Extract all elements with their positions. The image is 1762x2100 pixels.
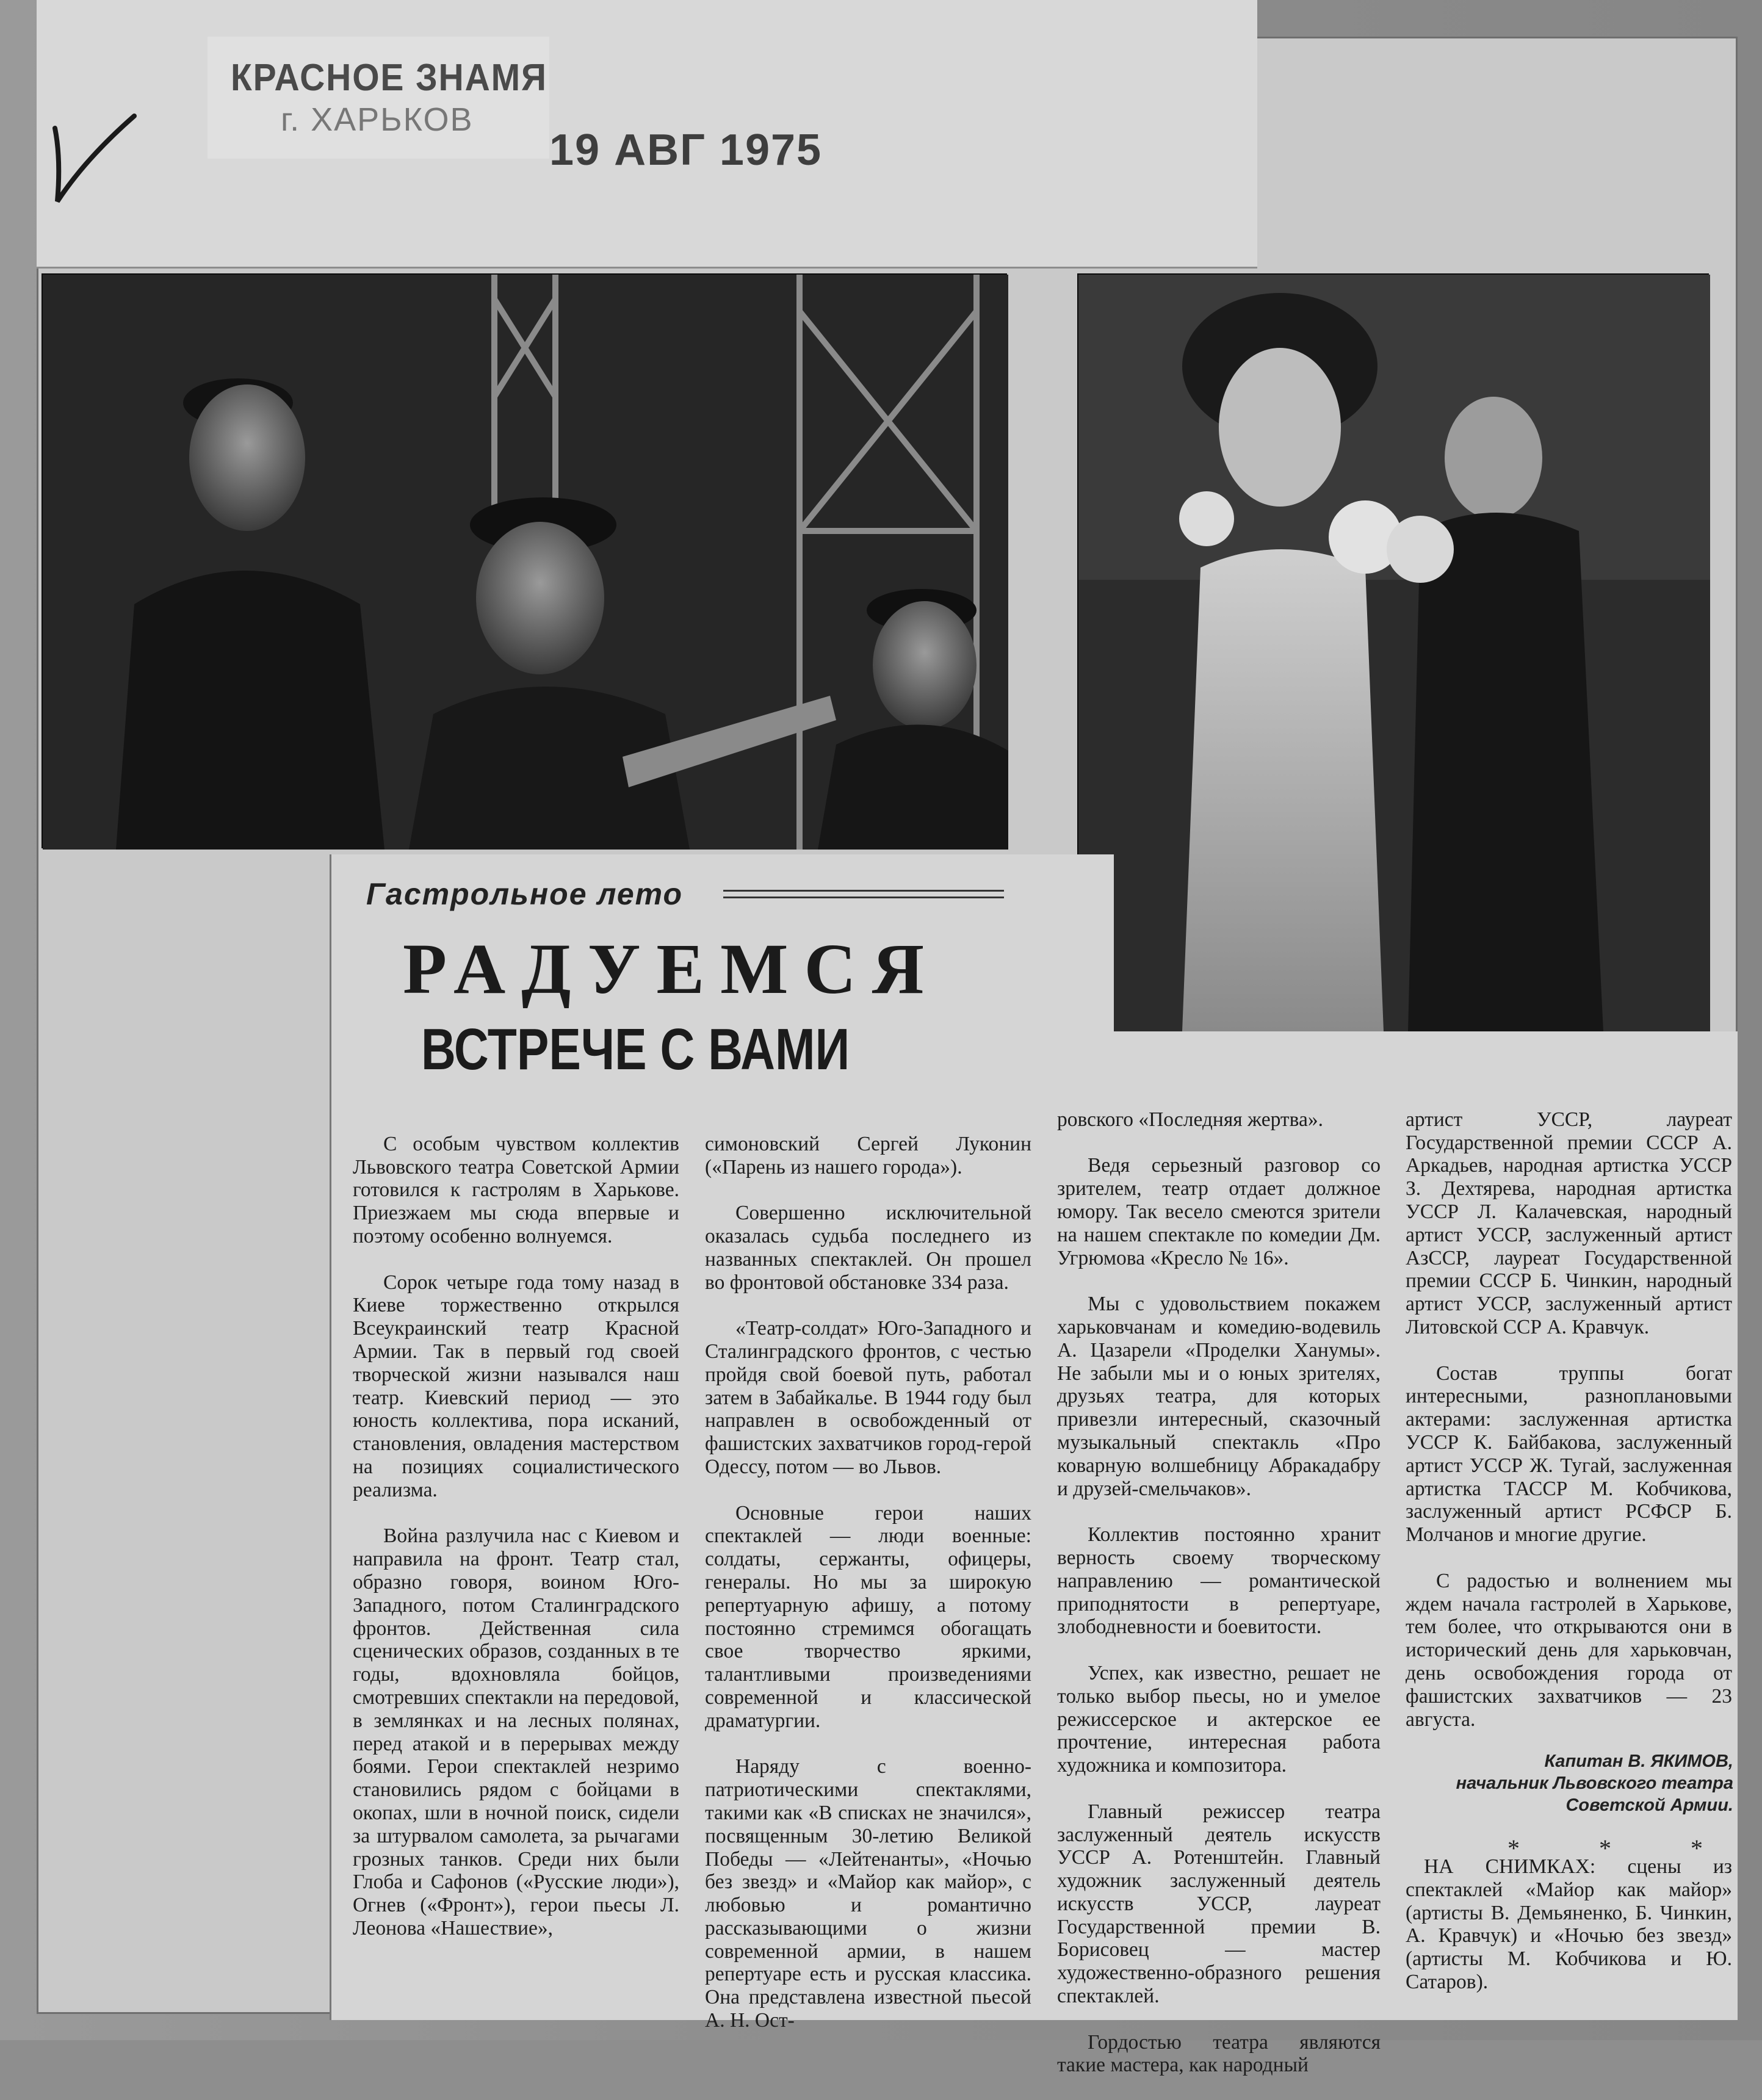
paragraph: артист УССР, лауреат Государственной премии СССР А. Аркадьев, народная артистка УССР З. Дехтярева, народная артистка УССР Л. Калачевская, народный артист УССР, заслуженный артист АзССР, лауреат Государственной премии СССР Б. Чинкин, народный артист УССР, заслуженный артист Литовской ССР А. Кравчук. bbox=[1406, 1108, 1732, 1338]
article-column-1 bbox=[353, 1110, 679, 1963]
paragraph: Успех, как известно, решает не только выбор пьесы, но и умелое режиссерское и актерское ее прочтение, интересная работа художника и композитора. bbox=[1057, 1661, 1381, 1777]
paragraph: С особым чувством коллектив Львовского театра Советской Армии готовился к гастролям в Харькове. Приезжаем мы сюда впервые и поэтому особенно волнуемся. bbox=[353, 1132, 679, 1247]
paragraph: Основные герои наших спектаклей — люди военные: солдаты, сержанты, офицеры, генералы. Но мы за широкую репертуарную афишу, а потому постоянно стремимся обогащать свое творчество яркими, талантливыми произведениями современной и классической драматургии. bbox=[705, 1501, 1031, 1732]
paragraph: Главный режиссер театра заслуженный деятель искусств УССР А. Ротенштейн. Главный художник заслуженный деятель искусств УССР, лауреат Государственной премии В. Борисовец — мастер художественно-образного решения спектаклей. bbox=[1057, 1800, 1381, 2008]
headline-line-2: ВСТРЕЧЕ С ВАМИ bbox=[421, 1017, 850, 1082]
photo-scene-major bbox=[42, 273, 1007, 848]
paragraph: Сорок четыре года тому назад в Киеве торжественно открылся Всеукраинский театр Красной Армии. Так в первый год своей творческой жизни назывался наш театр. Киевский период — это юность коллектива, пора исканий, становления, овладения мастерством на позициях социалистического реализма. bbox=[353, 1271, 679, 1501]
photo-caption: НА СНИМКАХ: сцены из спектаклей «Майор как майор» (артисты В. Демьяненко, Б. Чинкин, А. Кравчук) и «Ночью без звезд» (артисты М. Кобчикова и Ю. Сатаров). bbox=[1406, 1855, 1732, 1993]
check-mark-icon bbox=[49, 110, 140, 207]
paragraph: Коллектив постоянно хранит верность своему творческому направлению — романтической приподнятости в репертуаре, злободневности и боевитости. bbox=[1057, 1523, 1381, 1639]
article-column-4 bbox=[1406, 1085, 1732, 1754]
paragraph: Наряду с военно-патриотическими спектаклями, такими как «В списках не значился», посвященным 30-летию Великой Победы — «Лейтенанты», «Ночью без звезд» и «Майор как майор», с любовью и романтично рассказывающими о жизни современной армии, в нашем репертуаре есть и русская классика. Она представлена известной пьесой А. Н. Ост- bbox=[705, 1755, 1031, 2032]
separator-dots: * * * bbox=[1507, 1835, 1739, 1862]
paragraph: Мы с удовольствием покажем харьковчанам и комедию-водевиль А. Цазарели «Проделки Ханумы». Не забыли мы и о юных зрителях, друзьях театра, для которых привезли интересный, сказочный музыкальный спектакль «Про коварную волшебницу Абракадабру и друзей-смельчаков». bbox=[1057, 1293, 1381, 1500]
photo-scene-major-image bbox=[43, 275, 1008, 850]
headline-line-1: РАДУЕМСЯ bbox=[403, 929, 940, 1009]
paragraph: Гордостью театра являются такие мастера, как народный bbox=[1057, 2030, 1381, 2077]
article-column-2 bbox=[705, 1110, 1031, 2055]
author-signature bbox=[1404, 1750, 1733, 1816]
article-rubric: Гастрольное лето bbox=[366, 877, 684, 911]
stamp-newspaper-name: КРАСНОЕ ЗНАМЯ bbox=[231, 57, 547, 99]
author-name: Капитан В. ЯКИМОВ, bbox=[1544, 1752, 1733, 1771]
rubric-divider bbox=[723, 890, 1004, 898]
paragraph: ровского «Последняя жертва». bbox=[1057, 1108, 1323, 1131]
paragraph: Война разлучила нас с Киевом и направила на фронт. Театр стал, образно говоря, воином Юго-Западного, потом Сталинградского фронтов. Действенная сила сценических образов, созданных в те годы, вдохновляла бойцов, смотревших спектакли на передовой, в землянках и на лесных полянах, перед атакой и в перерывах между боями. Герои спектаклей незримо становились рядом с бойцами в окопах, шли в ночной поиск, сидели за штурвалом самолета, за рычагами грозных танков. Среди них были Глоба и Сафонов («Русские люди»), Огнев («Фронт»), герои пьесы Л. Леонова «Нашествие», bbox=[353, 1524, 679, 1939]
paragraph: С радостью и волнением мы ждем начала гастролей в Харькове, тем более, что открываются они в исторический день для харьковчан, день освобождения города от фашистских захватчиков — 23 августа. bbox=[1406, 1569, 1732, 1731]
paragraph: симоновский Сергей Луконин («Парень из нашего города»). bbox=[705, 1132, 1031, 1178]
photo-scene-night-image bbox=[1078, 275, 1710, 1031]
paragraph: Состав труппы богат интересными, разноплановыми актерами: заслуженная артистка УССР К. Байбакова, заслуженный артист УССР Ж. Тугай, заслуженная артистка ТАССР М. Кобчикова, заслуженный артист РСФСР Б. Молчанов и многие другие. bbox=[1406, 1362, 1732, 1546]
article-column-3 bbox=[1057, 1085, 1381, 2100]
paragraph: «Театр-солдат» Юго-Западного и Сталинградского фронтов, с честью пройдя свой боевой путь, работал затем в Забайкалье. В 1944 году был направлен в освобожденный от фашистских захватчиков город-герой Одессу, потом — во Львов. bbox=[705, 1317, 1031, 1478]
author-title: начальник Львовского театра Советской Армии. bbox=[1456, 1773, 1733, 1815]
photo-scene-night bbox=[1077, 273, 1709, 1030]
stamp-date: 19 АВГ 1975 bbox=[549, 126, 823, 175]
stamp-city: г. ХАРЬКОВ bbox=[281, 101, 474, 138]
paragraph: Ведя серьезный разговор со зрителем, театр отдает должное юмору. Так весело смеются зрители на нашем спектакле по комедии Дм. Угрюмова «Кресло № 16». bbox=[1057, 1154, 1381, 1269]
paragraph: Совершенно исключительной оказалась судьба последнего из названных спектаклей. Он прошел во фронтовой обстановке 334 раза. bbox=[705, 1202, 1031, 1294]
